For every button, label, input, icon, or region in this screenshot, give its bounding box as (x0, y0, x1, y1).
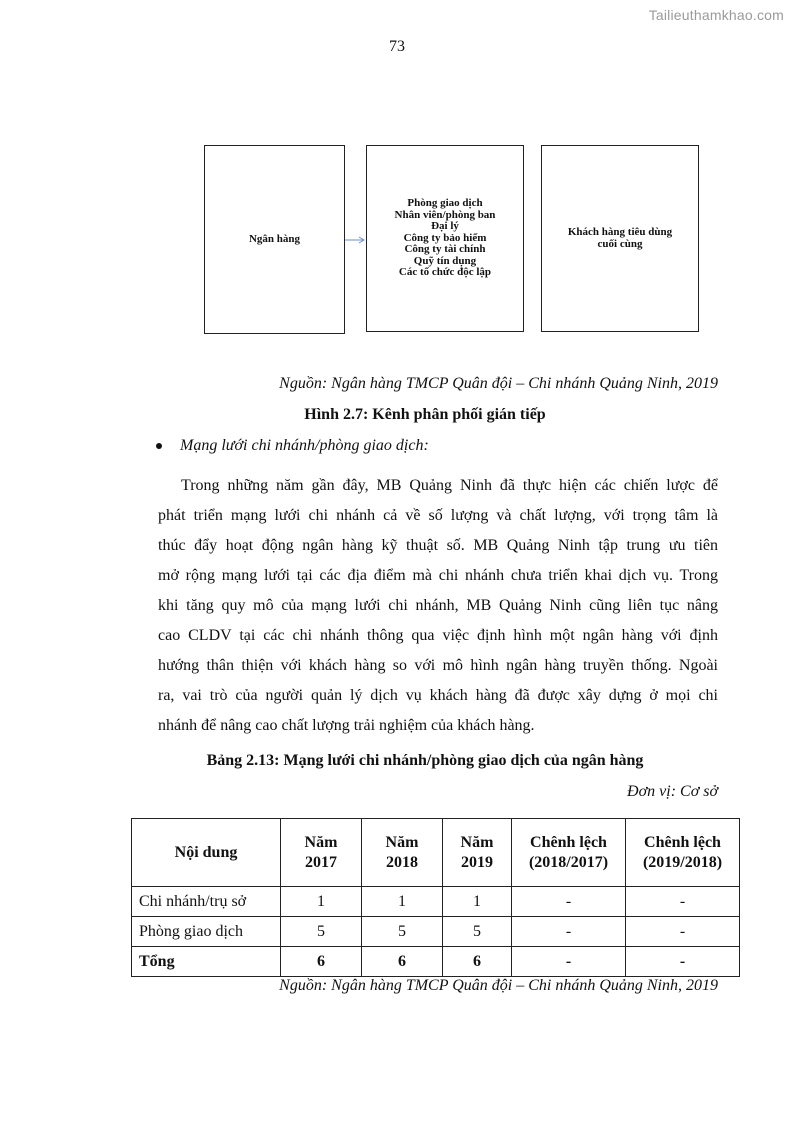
customer-label-line: Khách hàng tiêu dùng (567, 226, 673, 238)
intermediary-item: Nhân viên/phòng ban (394, 208, 496, 221)
table-unit: Đơn vị: Cơ sở (627, 783, 718, 800)
diagram-box-bank-label: Ngân hàng (248, 232, 301, 245)
paragraph-line: khi tăng quy mô của mạng lưới chi nhánh, MB Quảng Ninh cũng liên tục nâng (158, 597, 718, 614)
header-2019: Năm 2019 (443, 819, 512, 887)
figure-caption: Hình 2.7: Kênh phân phối gián tiếp (304, 406, 546, 423)
cell-2019: 5 (443, 917, 512, 947)
branch-network-table (131, 818, 740, 977)
table-caption: Bảng 2.13: Mạng lưới chi nhánh/phòng giao dịch của ngân hàng (206, 752, 644, 769)
diagram-box-bank (204, 145, 345, 334)
cell-diff-1: - (512, 947, 626, 977)
paragraph-line: nhánh để nâng cao chất lượng trải nghiệm của khách hàng. (158, 717, 535, 734)
page-number: 73 (389, 38, 405, 55)
cell-2018: 1 (362, 887, 443, 917)
customer-label-line: cuối cùng (597, 237, 643, 250)
intermediary-item: Đại lý (431, 220, 459, 233)
header-2018: Năm 2018 (362, 819, 443, 887)
intermediary-item: Các tổ chức độc lập (398, 266, 492, 279)
paragraph-line: ra, vai trò của người quản lý dịch vụ khách hàng đã được xây dựng ở mọi chi (158, 687, 718, 704)
cell-diff-2: - (626, 887, 740, 917)
cell-2019: 1 (443, 887, 512, 917)
cell-diff-1: - (512, 887, 626, 917)
arrow-icon (344, 234, 368, 246)
cell-2018: 5 (362, 917, 443, 947)
header-content: Nội dung (132, 819, 281, 887)
intermediary-item: Quỹ tín dụng (413, 254, 477, 267)
cell-diff-2: - (626, 947, 740, 977)
row-label: Phòng giao dịch (132, 917, 281, 947)
cell-2019: 6 (443, 947, 512, 977)
intermediary-item: Công ty tài chính (404, 243, 486, 256)
table-row (132, 917, 740, 947)
cell-2017: 1 (281, 887, 362, 917)
table-source: Nguồn: Ngân hàng TMCP Quân đội – Chi nhánh Quảng Ninh, 2019 (279, 977, 718, 994)
table-row (132, 887, 740, 917)
diagram-box-intermediaries (366, 145, 524, 332)
paragraph-line: hướng thân thiện với khách hàng so với mô hình ngân hàng truyền thống. Ngoài (158, 657, 718, 674)
row-label: Tổng (132, 947, 281, 977)
figure-source: Nguồn: Ngân hàng TMCP Quân đội – Chi nhánh Quảng Ninh, 2019 (279, 375, 718, 392)
header-diff-2018-2017: Chênh lệch (2018/2017) (512, 819, 626, 887)
paragraph-line: Trong những năm gần đây, MB Quảng Ninh đã thực hiện các chiến lược để (181, 477, 718, 494)
header-2017: Năm 2017 (281, 819, 362, 887)
table-header-row (132, 819, 740, 887)
cell-diff-1: - (512, 917, 626, 947)
header-diff-2019-2018: Chênh lệch (2019/2018) (626, 819, 740, 887)
body-paragraph (158, 471, 718, 741)
table-row-total (132, 947, 740, 977)
bullet-text: Mạng lưới chi nhánh/phòng giao dịch: (180, 437, 429, 454)
diagram-box-customer (541, 145, 699, 332)
intermediary-item: Công ty bảo hiểm (403, 231, 487, 244)
intermediary-item: Phòng giao dịch (407, 197, 483, 210)
cell-2017: 6 (281, 947, 362, 977)
cell-diff-2: - (626, 917, 740, 947)
intermediaries-list (395, 198, 496, 279)
cell-2018: 6 (362, 947, 443, 977)
paragraph-line: thúc đẩy hoạt động ngân hàng kỹ thuật số. MB Quảng Ninh tập trung ưu tiên (158, 537, 718, 554)
bullet-dot-icon (156, 443, 162, 449)
paragraph-line: mở rộng mạng lưới tại các địa điểm mà chi nhánh chưa triển khai dịch vụ. Trong (158, 567, 718, 584)
watermark: Tailieuthamkhao.com (648, 7, 784, 23)
cell-2017: 5 (281, 917, 362, 947)
row-label: Chi nhánh/trụ sở (132, 887, 281, 917)
paragraph-line: phát triển mạng lưới chi nhánh cả về số lượng và chất lượng, với trọng tâm là (158, 507, 718, 524)
customer-label (568, 227, 672, 250)
paragraph-line: cao CLDV tại các chi nhánh thông qua việc định hình một ngân hàng với định (158, 627, 718, 644)
bullet-item (156, 437, 429, 455)
